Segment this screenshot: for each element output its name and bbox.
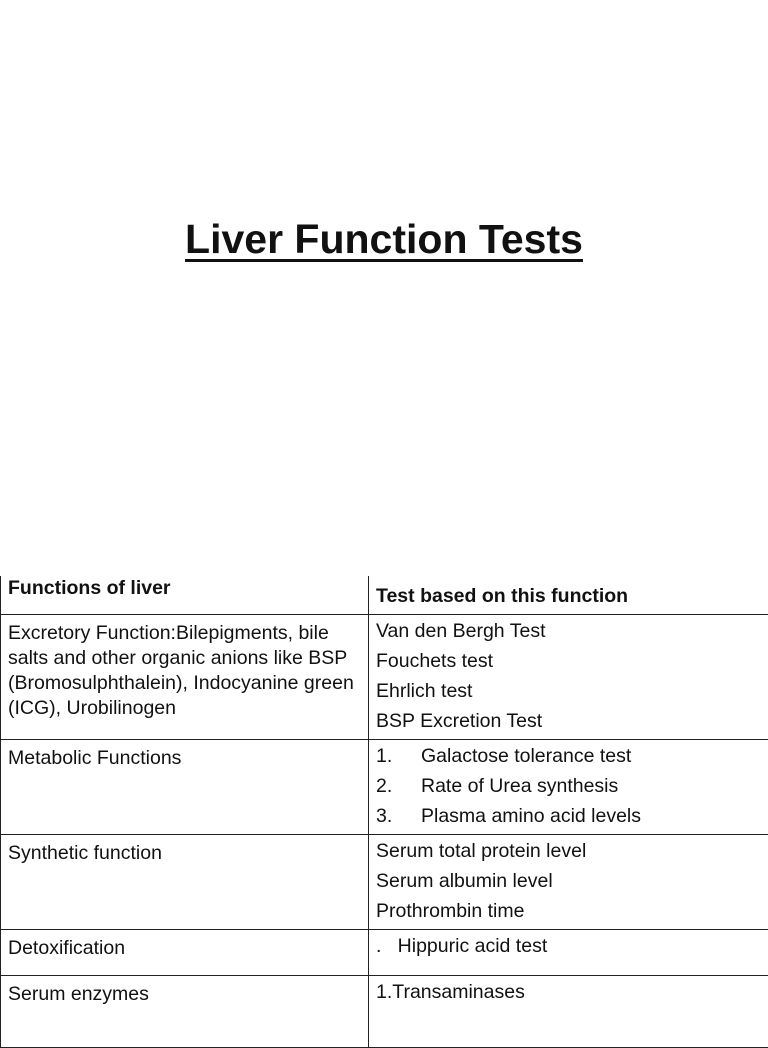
row-tests bbox=[369, 615, 768, 740]
page-title: Liver Function Tests bbox=[0, 216, 768, 263]
table-row bbox=[1, 615, 768, 740]
row-function: Metabolic Functions bbox=[1, 740, 369, 835]
header-tests: Test based on this function bbox=[369, 576, 768, 615]
test-text: Galactose tolerance test bbox=[421, 745, 631, 767]
test-item: Fouchets test bbox=[376, 649, 761, 674]
test-item: Ehrlich test bbox=[376, 679, 761, 704]
row-tests bbox=[369, 740, 768, 835]
row-function: Serum enzymes bbox=[1, 976, 369, 1048]
header-functions: Functions of liver bbox=[1, 576, 369, 615]
test-text: Rate of Urea synthesis bbox=[421, 775, 618, 797]
table-row bbox=[1, 835, 768, 930]
lft-table bbox=[0, 576, 768, 1048]
lft-table-container bbox=[0, 576, 768, 1048]
row-tests bbox=[369, 976, 768, 1048]
row-tests bbox=[369, 930, 768, 976]
list-number: 1. bbox=[376, 744, 421, 769]
test-item: Prothrombin time bbox=[376, 899, 761, 924]
table-header-row bbox=[1, 576, 768, 615]
test-item: Serum albumin level bbox=[376, 869, 761, 894]
row-function: Excretory Function:Bilepigments, bile salts and other organic anions like BSP (Bromosulphthalein), Indocyanine green (ICG), Urobilinogen bbox=[1, 615, 369, 740]
test-item: 1.Transaminases bbox=[376, 980, 761, 1005]
row-function: Synthetic function bbox=[1, 835, 369, 930]
table-row bbox=[1, 976, 768, 1048]
test-item: Van den Bergh Test bbox=[376, 619, 761, 644]
test-item: Serum total protein level bbox=[376, 839, 761, 864]
test-item: BSP Excretion Test bbox=[376, 709, 761, 734]
table-row bbox=[1, 930, 768, 976]
test-item bbox=[376, 744, 761, 769]
list-number: 2. bbox=[376, 774, 421, 799]
row-function: Detoxification bbox=[1, 930, 369, 976]
test-item: . Hippuric acid test bbox=[376, 934, 761, 959]
list-number: 3. bbox=[376, 804, 421, 829]
row-tests bbox=[369, 835, 768, 930]
test-text: Plasma amino acid levels bbox=[421, 805, 641, 827]
test-item bbox=[376, 804, 761, 829]
table-row bbox=[1, 740, 768, 835]
test-item bbox=[376, 774, 761, 799]
